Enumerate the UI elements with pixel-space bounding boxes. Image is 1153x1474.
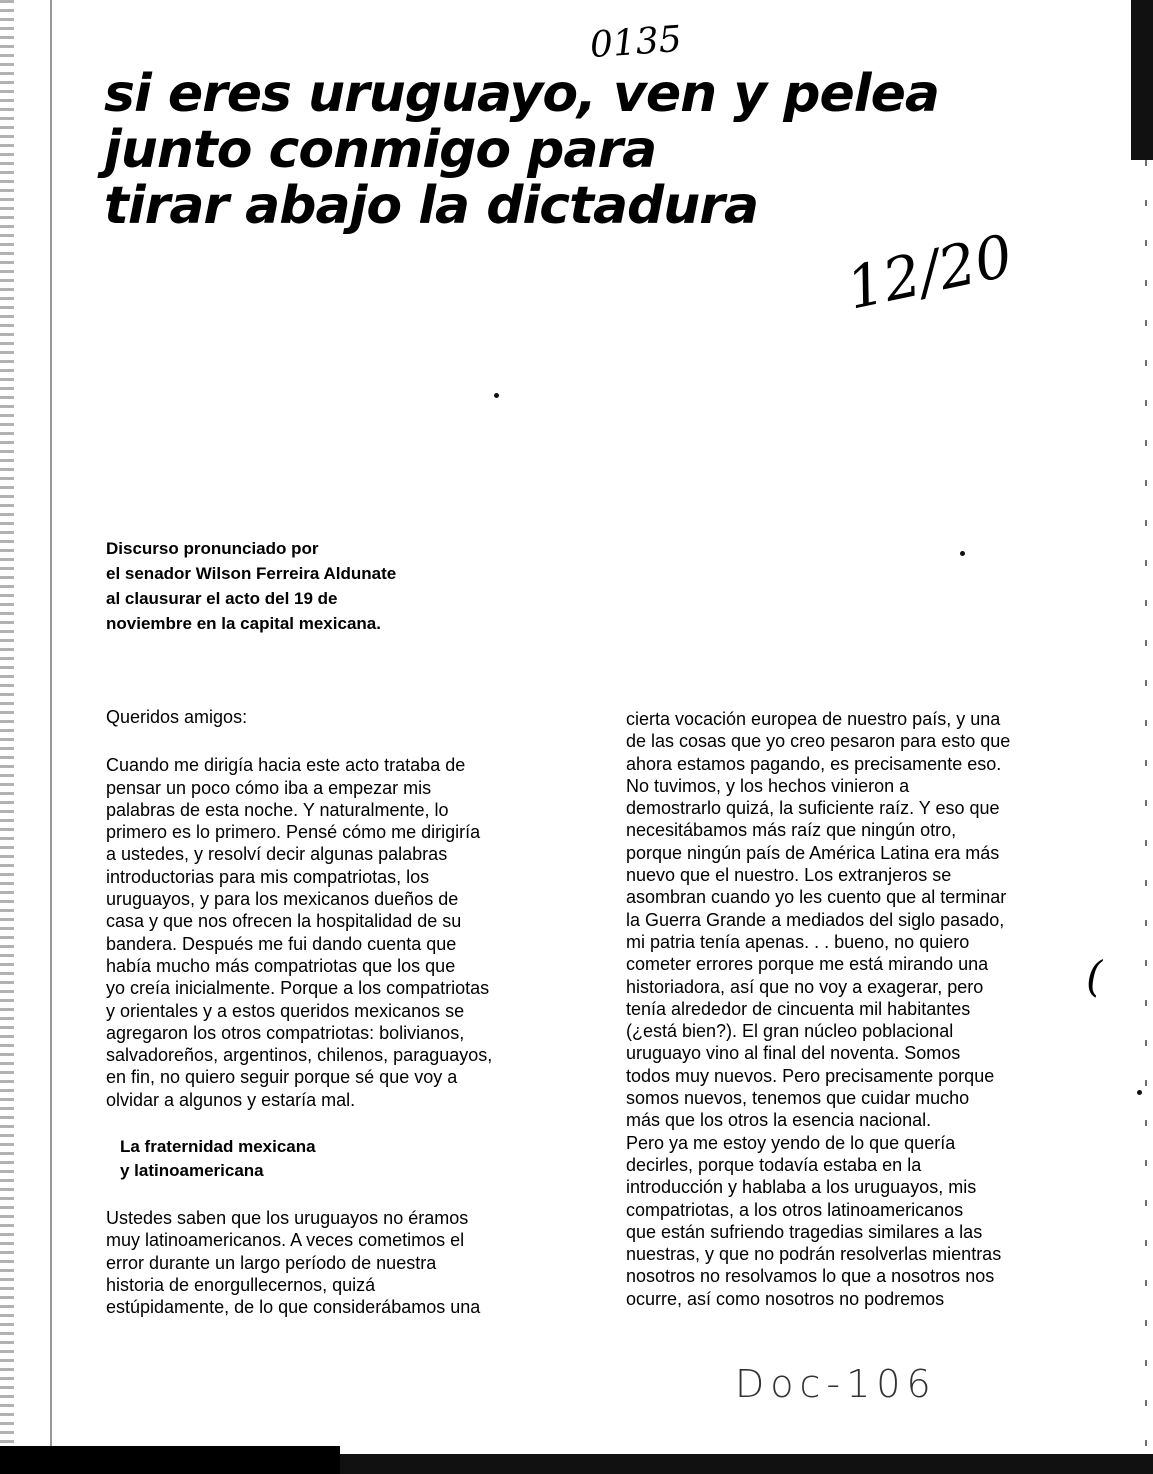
scan-speck — [960, 551, 965, 556]
text-line: y orientales y a estos queridos mexicanos se — [106, 1000, 465, 1021]
heading-line: y latinoamericana — [120, 1161, 264, 1181]
text-line: introducción y hablaba a los uruguayos, mis — [626, 1177, 977, 1198]
heading-line: La fraternidad mexicana — [120, 1137, 316, 1157]
text-line: ocurre, así como nosotros no podremos — [626, 1288, 945, 1309]
text-line: en fin, no quiero seguir porque sé que voy a — [106, 1067, 458, 1088]
handwritten-page-number: 0135 — [588, 18, 683, 67]
text-line: de las cosas que yo creo pesaron para esto que — [626, 731, 1011, 752]
text-line: historia de enorgullecernos, quizá — [106, 1274, 376, 1295]
handwritten-margin-bracket: ( — [1086, 952, 1103, 1001]
text-line: casa y que nos ofrecen la hospitalidad de su — [106, 911, 462, 932]
handwritten-document-code: Doc-106 — [735, 1362, 937, 1406]
text-line: pensar un poco cómo iba a empezar mis — [106, 777, 432, 798]
text-line: tenía alrededor de cincuenta mil habitantes — [626, 998, 971, 1019]
text-line: compatriotas, a los otros latinoamericanos — [626, 1199, 964, 1220]
text-line: nuevo que el nuestro. Los extranjeros se — [626, 865, 952, 886]
text-line: uruguayos, y para los mexicanos dueños de — [106, 889, 459, 910]
handwritten-date-mark: 12/20 — [840, 221, 1019, 323]
text-line: cometer errores porque me está mirando una — [626, 954, 989, 975]
text-line: yo creía inicialmente. Porque a los compatriotas — [106, 978, 490, 999]
text-line: olvidar a algunos y estaría mal. — [106, 1089, 356, 1110]
text-line: uruguayo vino al final del noventa. Somos — [626, 1043, 961, 1064]
article-headline — [104, 66, 1004, 234]
text-line: error durante un largo período de nuestra — [106, 1252, 437, 1273]
text-line: estúpidamente, de lo que considerábamos una — [106, 1297, 481, 1318]
text-line: Ustedes saben que los uruguayos no éramos — [106, 1208, 469, 1229]
text-line: necesitábamos más raíz que ningún otro, — [626, 820, 957, 841]
scan-speck — [1137, 1090, 1142, 1095]
text-line: ahora estamos pagando, es precisamente eso. — [626, 753, 1002, 774]
text-line: asombran cuando yo les cuento que al terminar — [626, 887, 1007, 908]
scan-bottom-edge-artifact — [0, 1446, 1153, 1474]
text-line: historiadora, así que no voy a exagerar, pero — [626, 976, 984, 997]
scan-right-fold-line — [1145, 160, 1147, 1474]
attribution-line: Discurso pronunciado por — [106, 539, 319, 558]
text-line: nosotros no resolvamos lo que a nosotros nos — [626, 1266, 995, 1287]
text-line: todos muy nuevos. Pero precisamente porque — [626, 1065, 995, 1086]
attribution-line: noviembre en la capital mexicana. — [106, 614, 381, 633]
text-line: la Guerra Grande a mediados del siglo pasado, — [626, 909, 1005, 930]
text-line: decirles, porque todavía estaba en la — [626, 1154, 922, 1175]
text-line: agregaron los otros compatriotas: bolivianos, — [106, 1022, 465, 1043]
text-line: Pero ya me estoy yendo de lo que quería — [626, 1132, 956, 1153]
right-text-column — [626, 708, 1096, 1310]
text-line: nuestras, y que no podrán resolverlas mientras — [626, 1244, 1002, 1265]
text-line: bandera. Después me fui dando cuenta que — [106, 933, 457, 954]
text-line: había mucho más compatriotas que los que — [106, 955, 456, 976]
text-line: (¿está bien?). El gran núcleo poblacional — [626, 1021, 954, 1042]
headline-line: si eres uruguayo, ven y pelea — [104, 64, 939, 124]
text-line: mi patria tenía apenas. . . bueno, no quiero — [626, 931, 970, 952]
text-line: salvadoreños, argentinos, chilenos, paraguayos, — [106, 1045, 493, 1066]
scan-left-edge-artifact — [0, 0, 14, 1474]
scan-speck — [494, 393, 499, 398]
speech-attribution — [106, 536, 526, 636]
text-line: muy latinoamericanos. A veces cometimos el — [106, 1230, 465, 1251]
text-line: demostrarlo quizá, la suficiente raíz. Y eso que — [626, 798, 1000, 819]
body-paragraph — [106, 754, 586, 1111]
text-line: porque ningún país de América Latina era más — [626, 842, 1000, 863]
headline-line: junto conmigo para — [104, 120, 657, 180]
text-line: primero es lo primero. Pensé cómo me dirigiría — [106, 822, 481, 843]
text-line: más que los otros la esencia nacional. — [626, 1110, 932, 1131]
text-line: introductorias para mis compatriotas, los — [106, 866, 430, 887]
scan-right-edge-artifact — [1131, 0, 1153, 160]
text-line: palabras de esta noche. Y naturalmente, lo — [106, 799, 449, 820]
text-line: cierta vocación europea de nuestro país, y una — [626, 709, 1001, 729]
headline-line: tirar abajo la dictadura — [104, 176, 759, 236]
scan-left-fold-line — [50, 0, 52, 1474]
attribution-line: al clausurar el acto del 19 de — [106, 589, 338, 608]
body-paragraph — [626, 708, 1096, 1310]
attribution-line: el senador Wilson Ferreira Aldunate — [106, 564, 397, 583]
text-line: Cuando me dirigía hacia este acto trataba de — [106, 755, 466, 776]
salutation: Queridos amigos: — [106, 707, 248, 727]
text-line: que están sufriendo tragedias similares a las — [626, 1221, 983, 1242]
text-line: a ustedes, y resolví decir algunas palabras — [106, 844, 448, 865]
text-line: somos nuevos, tenemos que cuidar mucho — [626, 1088, 970, 1109]
section-heading — [120, 1135, 586, 1183]
text-line: No tuvimos, y los hechos vinieron a — [626, 775, 910, 796]
left-text-column — [106, 706, 586, 1319]
body-paragraph — [106, 1207, 586, 1318]
